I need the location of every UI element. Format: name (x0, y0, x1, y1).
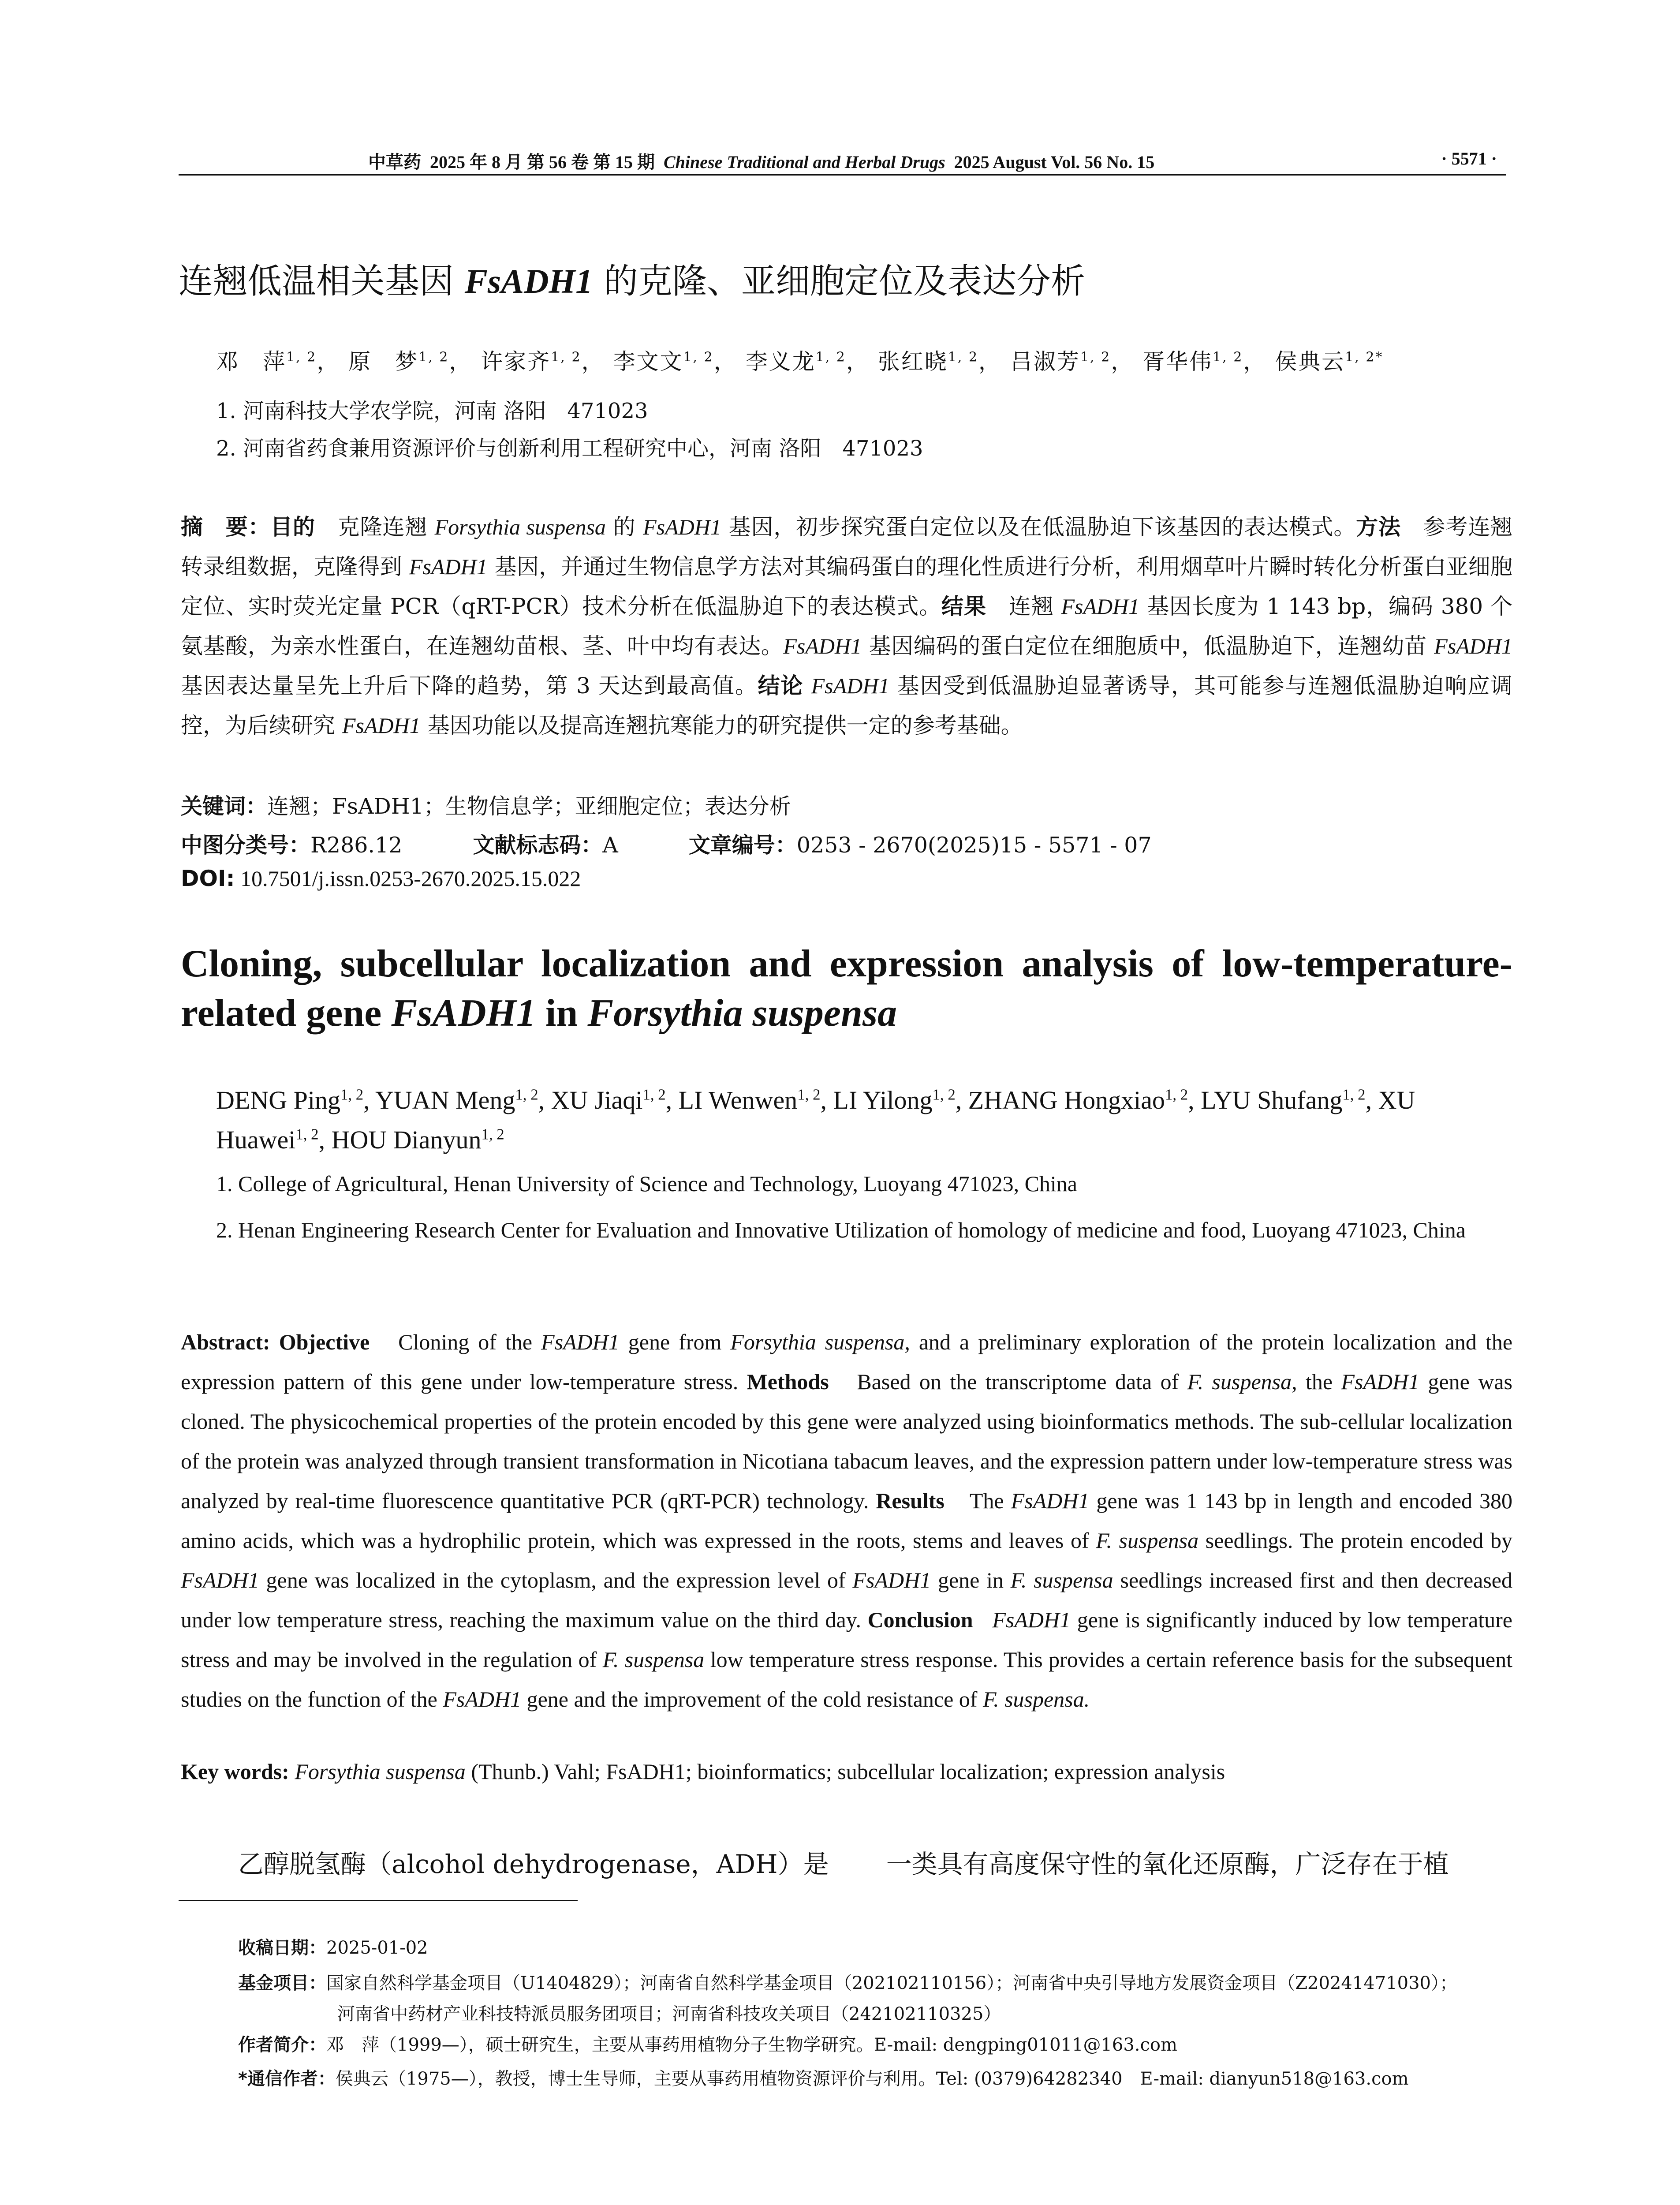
cn-author: 李义龙$^{1, 2}$ (745, 349, 846, 374)
cn-objective-label: 目的 (270, 514, 315, 540)
en-author-list: DENG Ping$^{1, 2}$, YUAN Meng$^{1, 2}$, XU Jiaqi$^{1, 2}$, LI Wenwen$^{1, 2}$, LI Yilong$^{1, 2}$, ZHANG Hongxiao$^{1, 2}$, LYU Shufang$^{1, 2}$, XU Huawei$^{1, 2}$, HOU Dianyun$^{1, 2}$ (216, 1086, 1415, 1154)
footnote-funding: 基金项目：国家自然科学基金项目（U1404829）；河南省自然科学基金项目（202102110156）；河南省中央引导地方发展资金项目（Z20241471030）； (238, 1973, 1457, 1993)
cn-title-gene: FsADH1 (464, 262, 593, 300)
en-title-line-1: Cloning, subcellular localization and expression analysis of low-temperature- (181, 942, 1512, 985)
journal-citation (368, 148, 1154, 173)
doi: DOI: 10.7501/j.issn.0253-2670.2025.15.022 (181, 866, 581, 891)
en-methods-label: Methods (747, 1369, 829, 1394)
en-author: YUAN Meng$^{1, 2}$ (375, 1086, 538, 1114)
cn-title-text: 连翘低温相关基因 (179, 262, 465, 301)
cn-author: 胥华伟$^{1, 2}$ (1142, 349, 1243, 374)
page-number: · 5571 · (1441, 149, 1497, 168)
en-affiliation-1: 1. College of Agricultural, Henan University of Science and Technology, Luoyang 471023, China (216, 1171, 1078, 1196)
en-author: DENG Ping$^{1, 2}$ (216, 1086, 364, 1114)
journal-name-cn: 中草药 (368, 152, 421, 172)
issue-cn: 2025 年 8 月 第 56 卷 第 15 期 (430, 152, 655, 172)
cn-title (179, 254, 1085, 303)
cn-affiliation-1: 1. 河南科技大学农学院，河南 洛阳 471023 (216, 399, 648, 423)
cn-methods-label: 方法 (1356, 514, 1401, 540)
cn-author-list: 邓 萍$^{1, 2}$， 原 梦$^{1, 2}$， 许家齐$^{1, 2}$， 李文文$^{1, 2}$， 李义龙$^{1, 2}$， 张红晓$^{1, 2}$， 吕淑芳$^{1, 2}$， 胥华伟$^{1, 2}$， 侯典云$^{1, 2*}$ (216, 349, 1384, 374)
cn-author: 原 梦$^{1, 2}$ (348, 349, 449, 374)
cn-author: 许家齐$^{1, 2}$ (481, 349, 582, 374)
en-abstract: Abstract: Objective Cloning of the FsADH1 gene from Forsythia suspensa, and a preliminary exploration of the protein localization and the expression pattern of this gene under low-temperature stress. Methods Based on the transcriptome data of F. suspensa, the FsADH1 gene was cloned. The physicochemical properties of the protein encoded by this gene were analyzed using bioinformatics methods. The sub-cellular localization of the protein was analyzed through transient transformation in Nicotiana tabacum leaves, and the expression pattern under low-temperature stress was analyzed by real-time fluorescence quantitative PCR (qRT-PCR) technology. Results The FsADH1 gene was 1 143 bp in length and encoded 380 amino acids, which was a hydrophilic protein, which was expressed in the roots, stems and leaves of F. suspensa seedlings. The protein encoded by FsADH1 gene was localized in the cytoplasm, and the expression level of FsADH1 gene in F. suspensa seedlings increased first and then decreased under low temperature stress, reaching the maximum value on the third day. Conclusion FsADH1 gene is significantly induced by low temperature stress and may be involved in the regulation of F. suspensa low temperature stress response. This provides a certain reference basis for the subsequent studies on the function of the FsADH1 gene and the improvement of the cold resistance of F. suspensa. (181, 1330, 1513, 1712)
cn-author: 李文文$^{1, 2}$ (613, 349, 714, 374)
cn-affiliation-2: 2. 河南省药食兼用资源评价与创新利用工程研究中心，河南 洛阳 471023 (216, 436, 923, 461)
en-objective-label: Abstract: Objective (181, 1330, 370, 1354)
cn-conclusion-label: 结论 (758, 673, 804, 699)
cn-results-label: 结果 (941, 594, 986, 619)
cn-author: 侯典云$^{1, 2*}$ (1275, 349, 1384, 374)
body-first-line: 乙醇脱氢酶（alcohol dehydrogenase，ADH）是 一类具有高度保守性的氧化还原酶，广泛存在于植 (238, 1849, 1449, 1879)
en-affiliation-2: 2. Henan Engineering Research Center for Evaluation and Innovative Utilization of homology of medicine and food, Luoyang 471023, China (216, 1218, 1466, 1242)
footnote-received: 收稿日期：2025-01-02 (238, 1938, 428, 1958)
en-results-label: Results (876, 1488, 945, 1513)
en-author: LI Wenwen$^{1, 2}$ (678, 1086, 821, 1114)
running-header (179, 146, 1506, 176)
en-keywords: Key words: Forsythia suspensa (Thunb.) Vahl; FsADH1; bioinformatics; subcellular localization; expression analysis (181, 1759, 1225, 1784)
cn-classification: 中图分类号：R286.12 文献标志码：A 文章编号：0253 - 2670(2025)15 - 5571 - 07 (181, 833, 1152, 858)
en-author: LI Yilong$^{1, 2}$ (833, 1086, 956, 1114)
cn-author: 张红晓$^{1, 2}$ (877, 349, 979, 374)
en-title: Cloning, subcellular localization and expression analysis of low-temperature- related gene FsADH1 in Forsythia suspensa (181, 939, 1512, 1038)
en-conclusion-label: Conclusion (867, 1607, 973, 1632)
footnote-author: 作者简介：邓 萍（1999—），硕士研究生，主要从事药用植物分子生物学研究。E-mail: dengping01011@163.com (238, 2035, 1177, 2055)
en-author: ZHANG Hongxiao$^{1, 2}$ (968, 1086, 1188, 1114)
en-author: XU Jiaqi$^{1, 2}$ (551, 1086, 666, 1114)
en-author: HOU Dianyun$^{1, 2}$ (331, 1125, 504, 1154)
cn-title-text-end: 的克隆、亚细胞定位及表达分析 (593, 262, 1085, 301)
cn-author: 吕淑芳$^{1, 2}$ (1010, 349, 1111, 374)
footnote-divider (179, 1900, 578, 1901)
footnote-corresponding: *通信作者：侯典云（1975—），教授，博士生导师，主要从事药用植物资源评价与利用。Tel: (0379)64282340 E-mail: dianyun518@163.com (238, 2069, 1409, 2089)
cn-abstract-label: 摘 要： (181, 514, 271, 540)
journal-name-en: Chinese Traditional and Herbal Drugs (664, 152, 945, 172)
issue-en: 2025 August Vol. 56 No. 15 (954, 152, 1155, 172)
en-author: XU Huawei$^{1, 2}$ (216, 1086, 1415, 1154)
en-author: LYU Shufang$^{1, 2}$ (1201, 1086, 1366, 1114)
cn-abstract: 摘 要：目的 克隆连翘 Forsythia suspensa 的 FsADH1 基因，初步探究蛋白定位以及在低温胁迫下该基因的表达模式。方法 参考连翘转录组数据，克隆得到 FsADH1 基因，并通过生物信息学方法对其编码蛋白的理化性质进行分析，利用烟草叶片瞬时转化分析蛋白亚细胞定位、实时荧光定量 PCR（qRT-PCR）技术分析在低温胁迫下的表达模式。结果 连翘 FsADH1 基因长度为 1 143 bp，编码 380 个氨基酸，为亲水性蛋白，在连翘幼苗根、茎、叶中均有表达。FsADH1 基因编码的蛋白定位在细胞质中，低温胁迫下，连翘幼苗 FsADH1 基因表达量呈先上升后下降的趋势，第 3 天达到最高值。结论 FsADH1 基因受到低温胁迫显著诱导，其可能参与连翘低温胁迫响应调控，为后续研究 FsADH1 基因功能以及提高连翘抗寒能力的研究提供一定的参考基础。 (181, 514, 1513, 738)
footnote-funding-cont: 河南省中药材产业科技特派员服务团项目；河南省科技攻关项目（242102110325） (337, 2004, 1001, 2024)
cn-author: 邓 萍$^{1, 2}$ (216, 349, 317, 374)
cn-keywords: 关键词：连翘；FsADH1；生物信息学；亚细胞定位；表达分析 (181, 794, 791, 819)
